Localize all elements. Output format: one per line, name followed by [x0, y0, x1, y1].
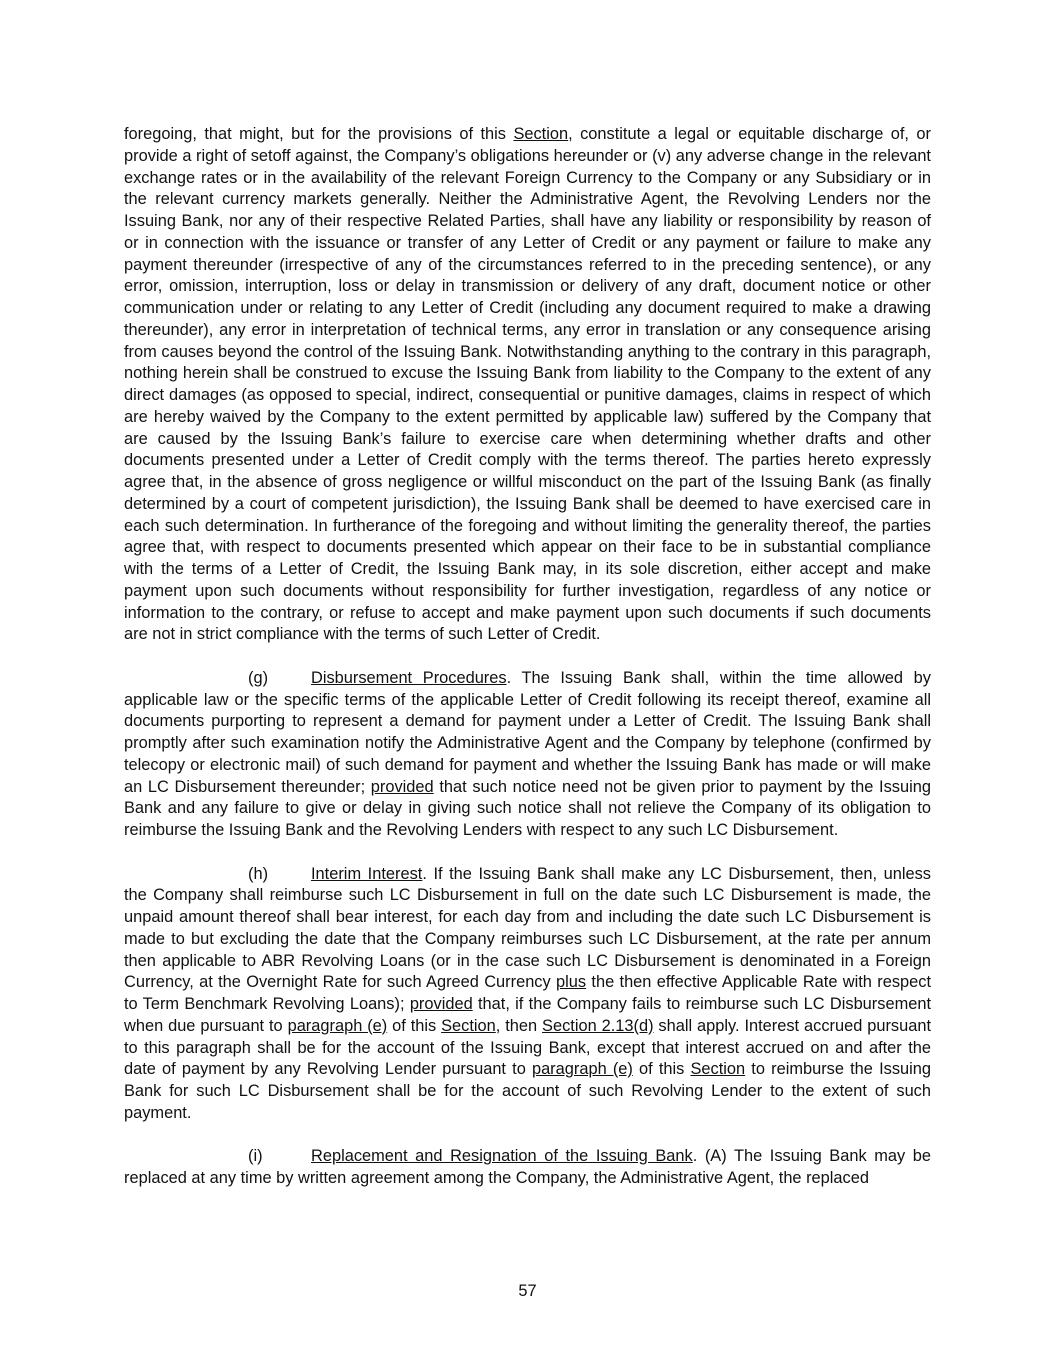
- clause-heading: Disbursement Procedures: [311, 668, 507, 687]
- paragraph-gap: [124, 1125, 931, 1147]
- section-reference: Section 2.13(d): [542, 1016, 654, 1035]
- paragraph-gap: [124, 842, 931, 864]
- clause-label: (h): [248, 864, 269, 883]
- plus-term: plus: [556, 973, 587, 992]
- paragraph-h-interim-interest: (h) Interim Interest. If the Issuing Bank shall make any LC Disbursement, then, unless the Company shall reimburse such LC Disbursement in full on the date such LC Disbursement is made, the unpaid amount thereof shall bear interest, for each day from and including the date such LC Disbursement is made to but excluding the date that the Company reimburses such LC Disbursement, at the rate per annum then applicable to ABR Revolving Loans (or in the case such LC Disbursement is denominated in a Foreign Currency, at the Overnight Rate for such Agreed Currency plus the then effective Applicable Rate with respect to Term Benchmark Revolving Loans); provided that, if the Company fails to reimburse such LC Disbursement when due pursuant to paragraph (e) of this Section, then Section 2.13(d) shall apply. Interest accrued pursuant to this paragraph shall be for the account of the Issuing Bank, except that interest accrued on and after the date of payment by any Revolving Lender pursuant to paragraph (e) of this Section to reimburse the Issuing Bank for such LC Disbursement shall be for the account of such Revolving Lender to the extent of such payment.: [124, 864, 932, 1122]
- section-reference: Section: [513, 125, 569, 143]
- continuation-paragraph: foregoing, that might, but for the provisions of this Section, constitute a legal or equitable discharge of, or provide a right of setoff against, the Company’s obligations hereunder or (v) any adverse change in the relevant exchange rates or in the availability of the relevant Foreign Currency to the Company or any Subsidiary or in the relevant currency markets generally. Neither the Administrative Agent, the Revolving Lenders nor the Issuing Bank, nor any of their respective Related Parties, shall have any liability or responsibility by reason of or in connection with the issuance or transfer of any Letter of Credit or any payment or failure to make any payment thereunder (irrespective of any of the circumstances referred to in the preceding sentence), or any error, omission, interruption, loss or delay in transmission or delivery of any draft, document notice or other communication under or relating to any Letter of Credit (including any document required to make a drawing thereunder), any error in interpretation of technical terms, any error in translation or any consequence arising from causes beyond the control of the Issuing Bank. Notwithstanding anything to the contrary in this paragraph, nothing herein shall be construed to excuse the Issuing Bank from liability to the Company to the extent of any direct damages (as opposed to special, indirect, consequential or punitive damages, claims in respect of which are hereby waived by the Company to the extent permitted by applicable law) suffered by the Company that are caused by the Issuing Bank’s failure to exercise care when determining whether drafts and other documents presented under a Letter of Credit comply with the terms thereof. The parties hereto expressly agree that, in the absence of gross negligence or willful misconduct on the part of the Issuing Bank (as finally determined by a court of competent jurisdiction), the Issuing Bank shall be deemed to have exercised care in each such determination. In furtherance of the foregoing and without limiting the generality thereof, the parties agree that, with respect to documents presented which appear on their face to be in substantial compliance with the terms of a Letter of Credit, the Issuing Bank may, in its sole discretion, either accept and make payment upon such documents without responsibility for further investigation, regardless of any notice or information to the contrary, or refuse to accept and make payment upon such documents if such documents are not in strict compliance with the terms of such Letter of Credit.: [124, 125, 931, 644]
- clause-label: (g): [248, 668, 269, 687]
- proviso-term: provided: [370, 777, 434, 796]
- section-reference: Section: [441, 1016, 496, 1035]
- paragraph-i-replacement-resignation: (i) Replacement and Resignation of the Issuing Bank. (A) The Issuing Bank may be replaced at any time by written agreement among the Company, the Administrative Agent, the replaced: [124, 1147, 931, 1187]
- section-reference: Section: [690, 1060, 746, 1079]
- page-body: [124, 124, 931, 1190]
- paragraph-reference: paragraph (e): [531, 1060, 633, 1079]
- clause-label: (i): [248, 1147, 263, 1166]
- clause-heading: Interim Interest: [311, 864, 423, 883]
- paragraph-gap: [124, 646, 931, 668]
- clause-heading: Replacement and Resignation of the Issuing Bank: [311, 1147, 693, 1166]
- proviso-term: provided: [409, 995, 473, 1013]
- paragraph-reference: paragraph (e): [287, 1016, 388, 1035]
- page-number: 57: [518, 1282, 537, 1300]
- paragraph-g-disbursement-procedures: (g) Disbursement Procedures. The Issuing Bank shall, within the time allowed by applicable law or the specific terms of the applicable Letter of Credit following its receipt thereof, examine all documents purporting to represent a demand for payment under a Letter of Credit. The Issuing Bank shall promptly after such examination notify the Administrative Agent and the Company by telephone (confirmed by telecopy or electronic mail) of such demand for payment and whether the Issuing Bank has made or will make an LC Disbursement thereunder; provided that such notice need not be given prior to payment by the Issuing Bank and any failure to give or delay in giving such notice shall not relieve the Company of its obligation to reimburse the Issuing Bank and the Revolving Lenders with respect to any such LC Disbursement.: [124, 668, 931, 839]
